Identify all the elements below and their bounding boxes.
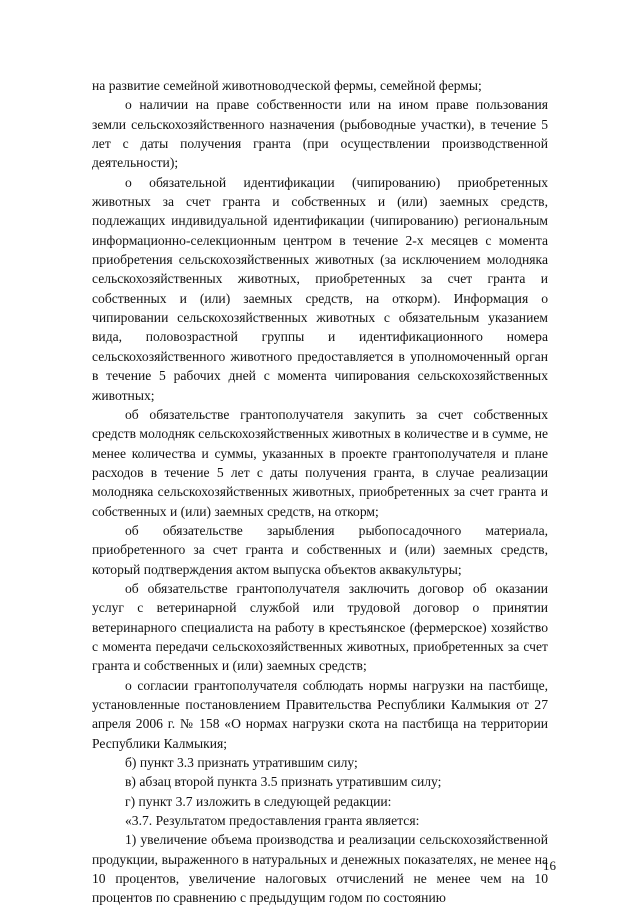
paragraph-10: г) пункт 3.7 изложить в следующей редакции: [125,793,392,809]
paragraph-3: о обязательной идентификации (чипированию) приобретенных животных за счет гранта и собственных и (или) заемных средств, подлежащих индивидуальной идентификации (чипированию) региональным информационно-селекционным центром в течение 2-х месяцев с момента приобретения сельскохозяйственных животных (за исключением молодняка сельскохозяйственных животных, приобретенных за счет гранта и собственных и (или) заемных средств, на откорм). Информация о чипировании сельскохозяйственных животных с обязательным указанием вида, половозрастной группы и идентификационного номера сельскохозяйственного животного предоставляется в уполномоченный орган в течение 5 рабочих дней с момента чипирования сельскохозяйственных животных; [92,174,548,403]
paragraph-5: об обязательстве зарыбления рыбопосадочного материала, приобретенного за счет гранта и собственных и (или) заемных средств, который подтверждения актом выпуска объектов аквакультуры; [92,522,548,577]
paragraph-1: на развитие семейной животноводческой фермы, семейной фермы; [92,78,482,93]
document-page [92,76,548,908]
paragraph-6: об обязательстве грантополучателя заключить договор об оказании услуг с ветеринарной службой или трудовой договор о принятии ветеринарного специалиста на работу в крестьянское (фермерское) хозяйство с момента передачи сельскохозяйственных животных, приобретенных за счет гранта и собственных и (или) заемных средств; [92,580,548,674]
paragraph-8: б) пункт 3.3 признать утратившим силу; [125,755,358,771]
paragraph-12: 1) увеличение объема производства и реализации сельскохозяйственной продукции, выраженного в натуральных и денежных показателях, не менее на 10 процентов, увеличение налоговых отчислений не менее чем на 10 процентов по сравнению с предыдущим годом по состоянию [92,832,548,906]
paragraph-9: в) абзац второй пункта 3.5 признать утратившим силу; [125,774,442,790]
paragraph-4: об обязательстве грантополучателя закупить за счет собственных средств молодняк сельскохозяйственных животных в количестве и в сумме, не менее количества и суммы, указанных в проекте грантополучателя и плане расходов в течение 5 лет с даты получения гранта, в случае реализации молодняка сельскохозяйственных животных, приобретенных за счет гранта и собственных и (или) заемных средств, на откорм; [92,406,548,519]
page-number: 16 [543,858,556,873]
paragraph-11: «3.7. Результатом предоставления гранта является: [125,813,420,829]
paragraph-7: о согласии грантополучателя соблюдать нормы нагрузки на пастбище, установленные постановлением Правительства Республики Калмыкия от 27 апреля 2006 г. № 158 «О нормах нагрузки скота на пастбища на территории Республики Калмыкия; [92,677,548,751]
paragraph-2: о наличии на праве собственности или на ином праве пользования земли сельскохозяйственного назначения (рыбоводные участки), в течение 5 лет с даты получения гранта (при осуществлении производственной деятельности); [92,97,548,171]
